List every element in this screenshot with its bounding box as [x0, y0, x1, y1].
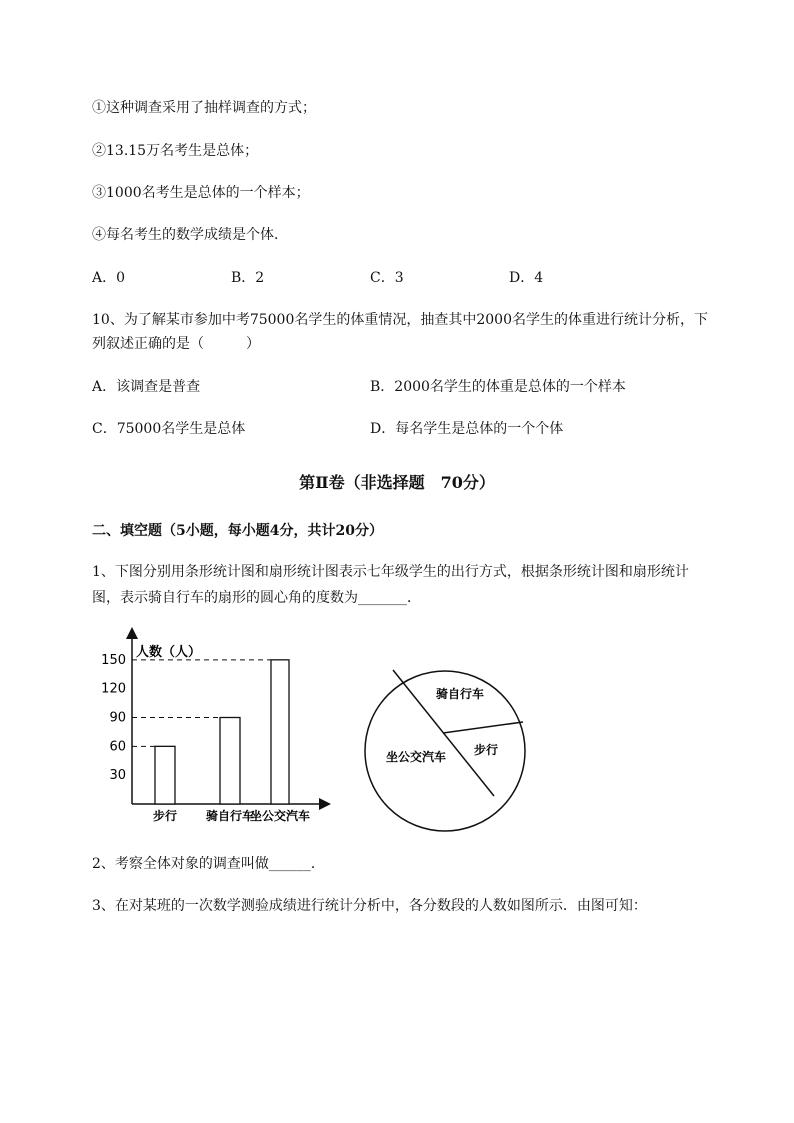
x-tick-label: 步行: [152, 809, 178, 823]
q9-statement-3: ③1000名考生是总体的一个样本；: [92, 185, 310, 201]
q9-option-c[interactable]: C．3: [370, 270, 404, 286]
q9-statement-4: ④每名考生的数学成绩是个体．: [92, 227, 288, 243]
fill2-line: 2、考察全体对象的调查叫做______．: [92, 856, 325, 872]
bar: [271, 660, 289, 804]
x-tick-label: 骑自行车: [205, 809, 255, 823]
section-title: 二、填空题（5小题，每小题4分，共计20分）: [92, 523, 383, 539]
y-axis-label: 人数（人）: [136, 645, 202, 660]
q10-option-d[interactable]: D．每名学生是总体的一个个体: [370, 421, 564, 437]
q10-stem-line-1: 10、为了解某市参加中考75000名学生的体重情况，抽查其中2000名学生的体重进行统计分析，下: [92, 312, 708, 328]
y-tick-label: 90: [109, 710, 126, 726]
y-tick-label: 30: [109, 768, 126, 784]
fill1-line-2: 图，表示骑自行车的扇形的圆心角的度数为_______．: [92, 590, 421, 606]
q10-option-b[interactable]: B．2000名学生的体重是总体的一个样本: [370, 379, 626, 395]
bar-chart: [100, 620, 340, 830]
q9-statement-1: ①这种调查采用了抽样调查的方式；: [92, 100, 316, 116]
x-tick-label: 坐公交汽车: [249, 809, 311, 823]
y-tick-label: 120: [101, 681, 126, 697]
q9-option-a[interactable]: A．0: [92, 270, 126, 286]
bar: [155, 746, 175, 804]
bar: [220, 718, 240, 805]
q9-statement-2: ②13.15万名考生是总体；: [92, 143, 259, 159]
y-tick-label: 150: [101, 652, 126, 668]
pie-label-bicycle: 骑自行车: [436, 687, 485, 701]
fill3-line: 3、在对某班的一次数学测验成绩进行统计分析中，各分数段的人数如图所示．由图可知：: [92, 898, 647, 914]
q10-option-c[interactable]: C．75000名学生是总体: [92, 421, 246, 437]
pie-label-walk: 步行: [474, 743, 499, 757]
q10-stem-line-2: 列叙述正确的是（ ）: [92, 336, 260, 352]
q10-option-a[interactable]: A．该调查是普查: [92, 379, 201, 395]
pie-label-bus: 坐公交汽车: [386, 750, 447, 764]
y-tick-label: 60: [109, 739, 126, 755]
q9-option-b[interactable]: B．2: [231, 270, 265, 286]
pie-chart: [362, 668, 528, 834]
q9-option-d[interactable]: D．4: [509, 270, 544, 286]
part2-title: 第Ⅱ卷（非选择题 70分）: [299, 473, 495, 492]
fill1-line-1: 1、下图分别用条形统计图和扇形统计图表示七年级学生的出行方式，根据条形统计图和扇形统计: [92, 564, 689, 580]
